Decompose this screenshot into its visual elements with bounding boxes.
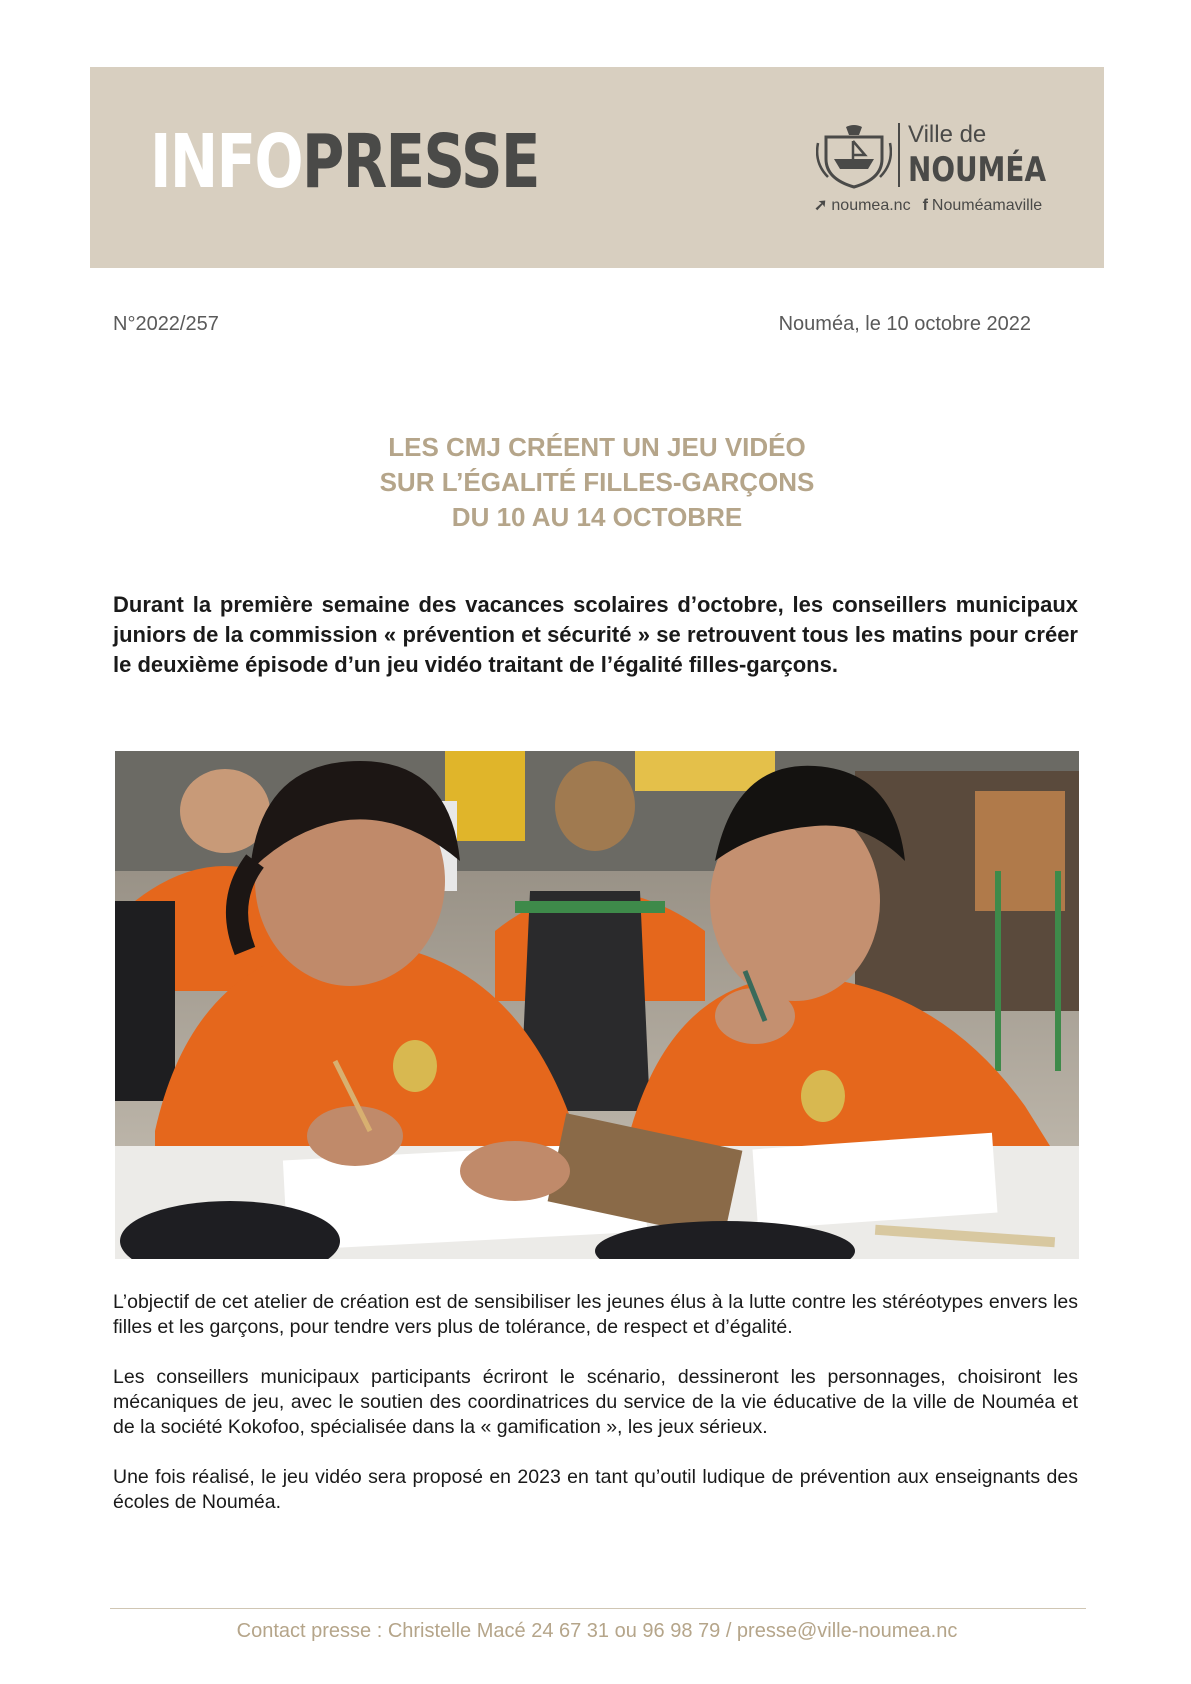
press-contact: Contact presse : Christelle Macé 24 67 31 ou 96 98 79 / presse@ville-noumea.nc bbox=[236, 1620, 958, 1642]
headline-line: DU 10 AU 14 OCTOBRE bbox=[451, 502, 743, 532]
body-paragraph: Les conseillers municipaux participants écriront le scénario, dessineront les personnages, choisiront les mécaniques de jeu, avec le soutien des coordinatrices du service de la vie éducative de la ville de Nouméa et de la société Kokofoo, spécialisée dans la « gamification », les jeux sérieux. bbox=[113, 1366, 1078, 1438]
facebook-icon: f bbox=[922, 197, 928, 214]
footer-divider bbox=[110, 1608, 1086, 1609]
dateline: Nouméa, le 10 octobre 2022 bbox=[778, 313, 1031, 335]
arrow-icon: ➚ bbox=[814, 197, 828, 214]
headline-line: SUR L’ÉGALITÉ FILLES-GARÇONS bbox=[379, 467, 815, 497]
body-paragraph: L’objectif de cet atelier de création est de sensibiliser les jeunes élus à la lutte contre les stéréotypes envers les filles et les garçons, pour tendre vers plus de tolérance, de respect et d’égalité. bbox=[113, 1291, 1078, 1338]
header-banner bbox=[90, 67, 1104, 268]
wordmark-presse: PRESSE bbox=[302, 119, 539, 205]
info-presse-wordmark bbox=[150, 119, 539, 205]
city-crest-icon bbox=[816, 123, 892, 189]
lead-paragraph: Durant la première semaine des vacances scolaires d’octobre, les conseillers municipaux juniors de la commission « prévention et sécurité » se retrouvent tous les matins pour créer le deuxième épisode d’un jeu vidéo traitant de l’égalité filles-garçons. bbox=[113, 592, 1078, 677]
website-link[interactable]: noumea.nc bbox=[831, 197, 911, 214]
classroom-photo bbox=[115, 751, 1079, 1259]
logo-divider bbox=[898, 123, 900, 187]
headline bbox=[90, 430, 1104, 535]
headline-line: LES CMJ CRÉENT UN JEU VIDÉO bbox=[388, 432, 806, 462]
logo-ville-de: Ville de bbox=[908, 121, 987, 148]
logo-links bbox=[814, 195, 1042, 215]
logo-city-name: NOUMÉA bbox=[908, 150, 1047, 190]
wordmark-info: INFO bbox=[150, 119, 303, 205]
body-paragraph: Une fois réalisé, le jeu vidéo sera proposé en 2023 en tant qu’outil ludique de prévention aux enseignants des écoles de Nouméa. bbox=[113, 1466, 1078, 1513]
press-release-number: N°2022/257 bbox=[113, 313, 219, 335]
facebook-link[interactable]: Nouméamaville bbox=[931, 197, 1043, 214]
